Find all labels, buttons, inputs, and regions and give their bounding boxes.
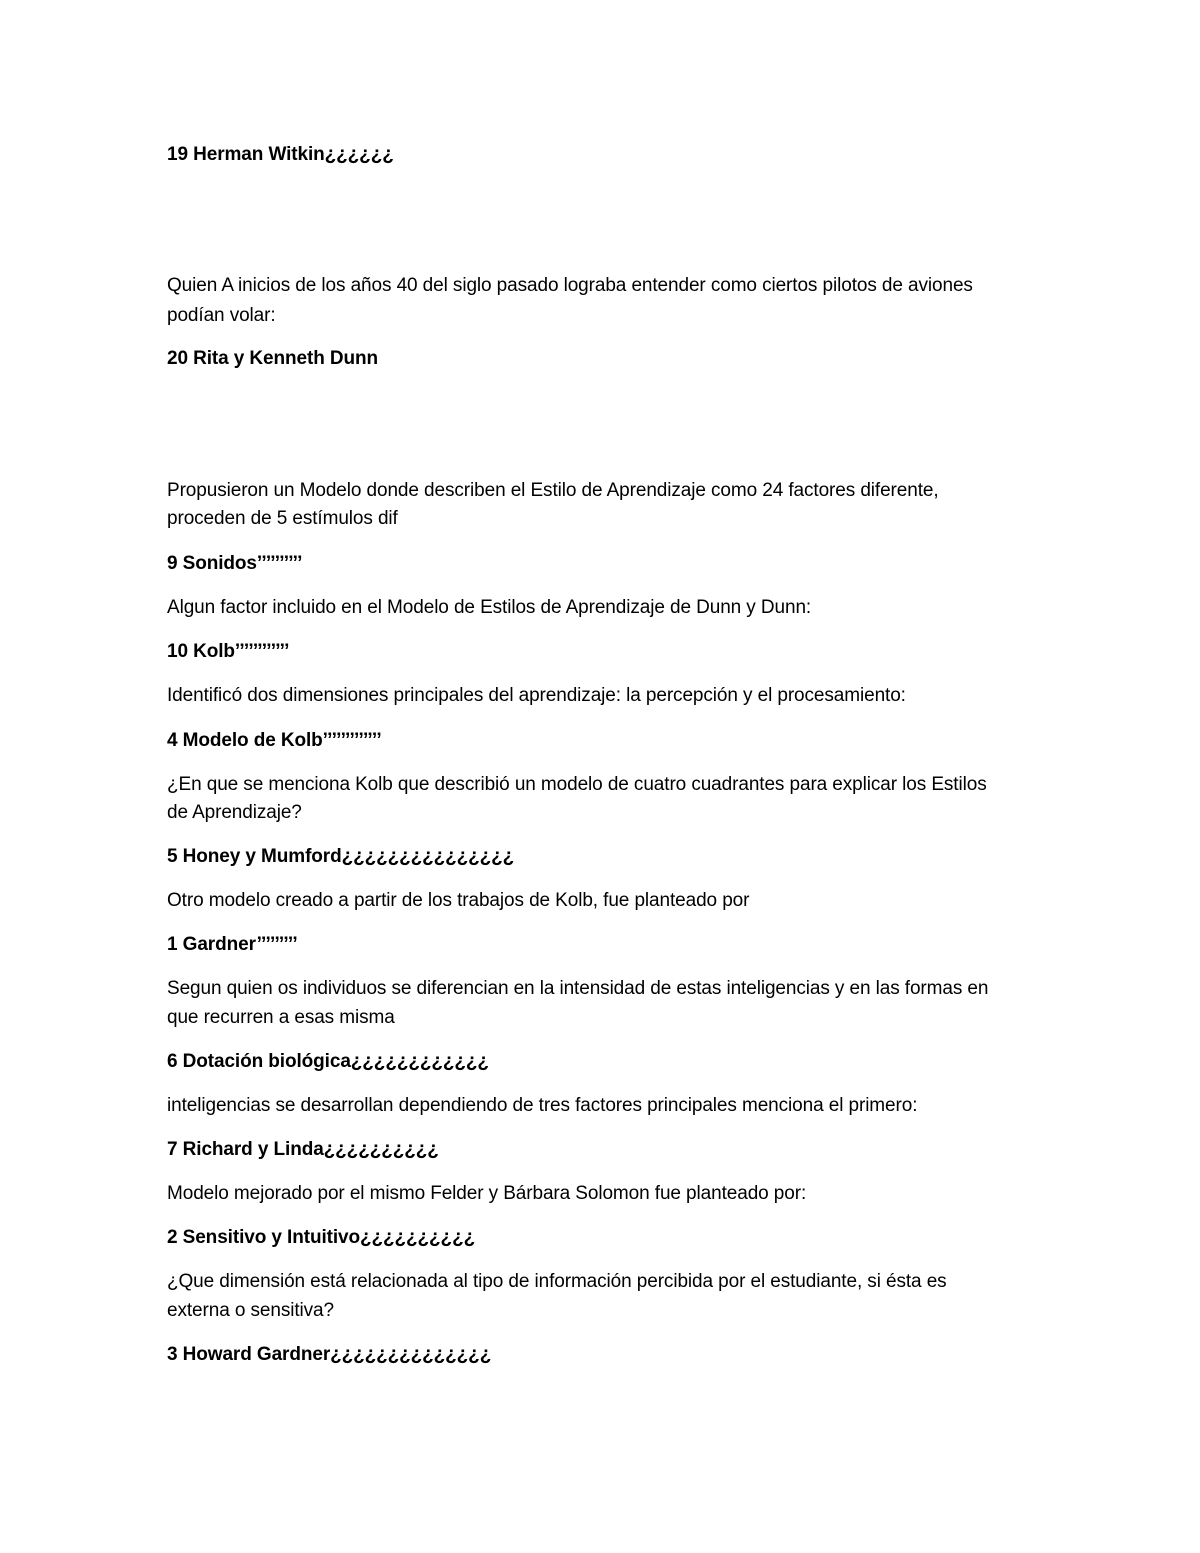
question-line: Quien A inicios de los años 40 del siglo pasado lograba entender como ciertos pilotos de aviones [167,275,973,296]
answer-line: 1 Gardner’’’’’’’’’ [167,934,298,955]
question-line: Modelo mejorado por el mismo Felder y Bárbara Solomon fue planteado por: [167,1183,807,1204]
question-line: inteligencias se desarrollan dependiendo de tres factores principales menciona el primero: [167,1095,918,1116]
answer-line: 7 Richard y Linda¿¿¿¿¿¿¿¿¿¿ [167,1139,439,1160]
answer-line: 10 Kolb’’’’’’’’’’’’ [167,641,290,662]
question-line: proceden de 5 estímulos dif [167,508,398,529]
question-line: Identificó dos dimensiones principales del aprendizaje: la percepción y el procesamiento: [167,685,906,706]
question-line: que recurren a esas misma [167,1007,395,1028]
answer-line: 6 Dotación biológica¿¿¿¿¿¿¿¿¿¿¿¿ [167,1051,489,1072]
question-line: Propusieron un Modelo donde describen el Estilo de Aprendizaje como 24 factores diferente, [167,480,939,501]
answer-line: 4 Modelo de Kolb’’’’’’’’’’’’’ [167,730,382,751]
question-line: Segun quien os individuos se diferencian en la intensidad de estas inteligencias y en las formas en [167,978,989,999]
answer-line: 19 Herman Witkin¿¿¿¿¿¿ [167,144,394,165]
answer-line: 3 Howard Gardner¿¿¿¿¿¿¿¿¿¿¿¿¿¿ [167,1344,492,1365]
answer-line: 9 Sonidos’’’’’’’’’’ [167,553,303,574]
question-line: de Aprendizaje? [167,802,302,823]
question-line: externa o sensitiva? [167,1300,334,1321]
answer-line: 20 Rita y Kenneth Dunn [167,348,379,369]
question-line: podían volar: [167,305,276,326]
answer-line: 5 Honey y Mumford¿¿¿¿¿¿¿¿¿¿¿¿¿¿¿ [167,846,515,867]
answer-line: 2 Sensitivo y Intuitivo¿¿¿¿¿¿¿¿¿¿ [167,1227,476,1248]
question-line: Algun factor incluido en el Modelo de Estilos de Aprendizaje de Dunn y Dunn: [167,597,812,618]
question-line: Otro modelo creado a partir de los trabajos de Kolb, fue planteado por [167,890,750,911]
question-line: ¿Que dimensión está relacionada al tipo de información percibida por el estudiante, si ésta es [167,1271,947,1292]
question-line: ¿En que se menciona Kolb que describió un modelo de cuatro cuadrantes para explicar los Estilos [167,774,987,795]
